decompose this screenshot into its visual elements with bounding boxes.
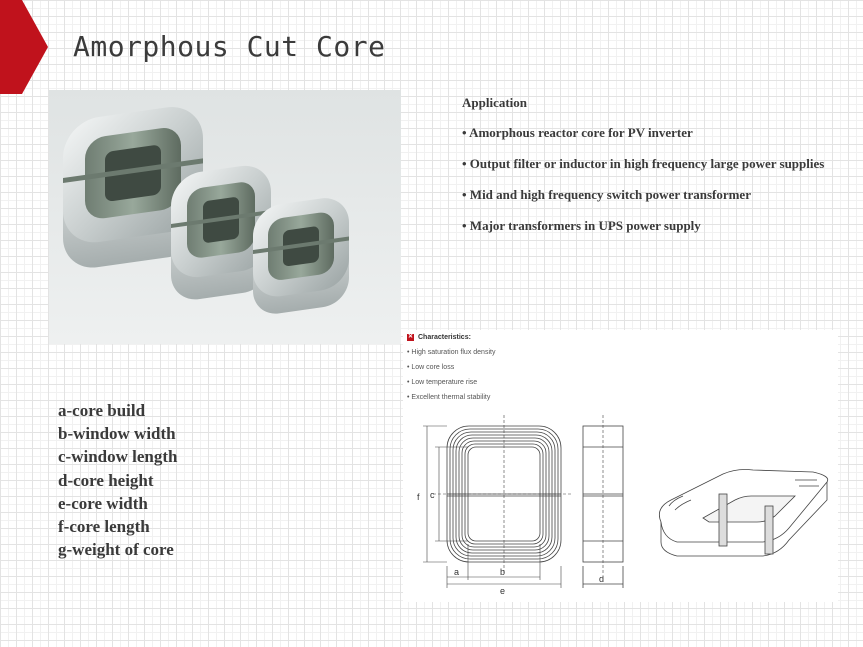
legend-item: g-weight of core — [58, 540, 174, 560]
core-technical-drawing — [403, 330, 838, 602]
dimension-label-b: b — [500, 567, 506, 577]
legend-item: a-core build — [58, 401, 146, 420]
legend-item: c-window length — [58, 447, 178, 467]
dimension-label-c: c — [430, 490, 435, 500]
cut-core-photo-illustration — [49, 90, 401, 344]
application-item: • Amorphous reactor core for PV inverter — [462, 125, 693, 140]
dimension-label-f: f — [417, 492, 420, 502]
characteristic-item: • Low core loss — [407, 364, 455, 371]
dimension-label-a: a — [454, 567, 460, 577]
spec-sheet — [403, 330, 838, 602]
characteristics-title: Characteristics: — [418, 334, 471, 341]
legend-item: f-core length — [58, 517, 150, 537]
dimension-label-d: d — [599, 574, 605, 584]
dimension-legend — [58, 399, 177, 561]
isometric-core — [659, 470, 827, 557]
application-item: • Output filter or inductor in high frequency large power supplies — [462, 156, 825, 171]
application-heading: Application — [462, 95, 528, 110]
red-x-icon: ✕ — [407, 334, 414, 340]
characteristic-item: • Low temperature rise — [407, 379, 478, 386]
product-photo — [49, 90, 401, 344]
characteristic-item: • Excellent thermal stability — [407, 394, 491, 401]
page-title: Amorphous Cut Core — [73, 30, 386, 63]
red-accent-arrow — [0, 0, 48, 94]
application-item: • Mid and high frequency switch power transformer — [462, 187, 751, 202]
dimension-label-e: e — [500, 586, 506, 596]
application-section — [462, 95, 834, 249]
characteristic-item: • High saturation flux density — [407, 349, 496, 356]
application-item: • Major transformers in UPS power supply — [462, 218, 701, 233]
legend-item: d-core height — [58, 470, 154, 490]
legend-item: b-window width — [58, 424, 176, 444]
legend-item: e-core width — [58, 493, 148, 513]
